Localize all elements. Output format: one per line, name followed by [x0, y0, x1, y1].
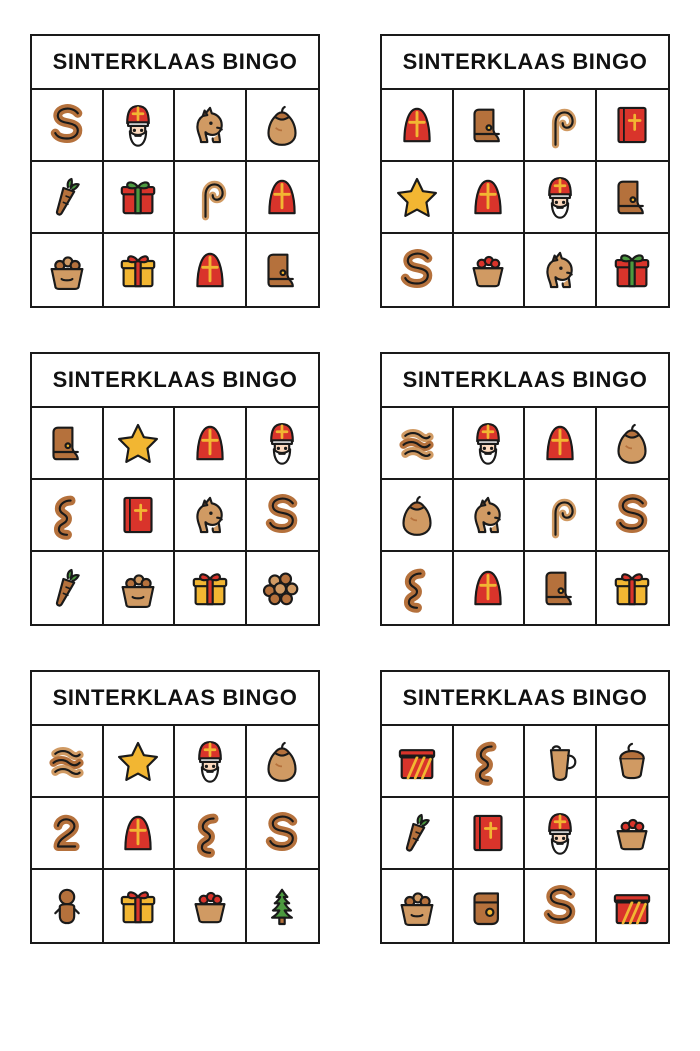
card-title: SINTERKLAAS BINGO — [32, 354, 318, 408]
bingo-cell[interactable] — [104, 90, 176, 162]
chocolate-letter-s-icon — [390, 243, 444, 297]
gift-yellow-ribbon-icon — [183, 561, 237, 615]
carrot-icon — [40, 170, 94, 224]
bingo-cell[interactable] — [382, 870, 454, 942]
bingo-cell[interactable] — [597, 480, 669, 552]
boot-icon — [461, 98, 515, 152]
bingo-cell[interactable] — [525, 870, 597, 942]
bingo-cell[interactable] — [597, 798, 669, 870]
marzipan-bowl-icon — [605, 806, 659, 860]
bingo-cell[interactable] — [175, 552, 247, 624]
bingo-cell[interactable] — [247, 798, 319, 870]
bingo-grid — [32, 90, 318, 306]
bingo-cell[interactable] — [247, 726, 319, 798]
bingo-cell[interactable] — [247, 480, 319, 552]
gift-sack-icon — [255, 734, 309, 788]
bingo-cell[interactable] — [382, 162, 454, 234]
bingo-cell[interactable] — [175, 408, 247, 480]
mug-icon — [533, 734, 587, 788]
bingo-cell[interactable] — [32, 234, 104, 306]
bingo-cell[interactable] — [382, 90, 454, 162]
gift-sack-icon — [605, 416, 659, 470]
boot-icon — [533, 561, 587, 615]
bingo-cell[interactable] — [175, 726, 247, 798]
card-row — [30, 670, 670, 944]
mitre-hat-icon — [111, 806, 165, 860]
bingo-cell[interactable] — [175, 90, 247, 162]
gift-green-ribbon-icon — [605, 243, 659, 297]
bingo-cell[interactable] — [382, 408, 454, 480]
bingo-cell[interactable] — [382, 726, 454, 798]
bingo-cell[interactable] — [247, 162, 319, 234]
bingo-cell[interactable] — [104, 234, 176, 306]
bingo-cell[interactable] — [382, 552, 454, 624]
mitre-hat-icon — [461, 561, 515, 615]
chocolate-letter-s-icon — [605, 488, 659, 542]
bingo-cell[interactable] — [247, 234, 319, 306]
sinterklaas-face-icon — [461, 416, 515, 470]
chocolate-number-2-icon — [40, 806, 94, 860]
boot-icon — [605, 170, 659, 224]
bingo-cell[interactable] — [32, 162, 104, 234]
chocolate-figure-icon — [461, 734, 515, 788]
sinterklaas-face-icon — [533, 170, 587, 224]
bingo-cell[interactable] — [104, 552, 176, 624]
bingo-cell[interactable] — [597, 870, 669, 942]
bingo-cell[interactable] — [454, 480, 526, 552]
bingo-card — [30, 352, 320, 626]
bingo-cell[interactable] — [382, 480, 454, 552]
horse-icon — [461, 488, 515, 542]
mitre-hat-icon — [461, 170, 515, 224]
bingo-card — [380, 670, 670, 944]
bingo-cell[interactable] — [32, 870, 104, 942]
bingo-cell[interactable] — [454, 726, 526, 798]
bingo-cell[interactable] — [175, 798, 247, 870]
gift-red-stripes-icon — [605, 879, 659, 933]
bingo-cell[interactable] — [454, 798, 526, 870]
horse-icon — [183, 98, 237, 152]
bingo-cell[interactable] — [454, 552, 526, 624]
card-row — [30, 34, 670, 308]
crosier-staff-icon — [533, 98, 587, 152]
basket-pepernoten-icon — [40, 243, 94, 297]
book-icon — [111, 488, 165, 542]
bingo-cell[interactable] — [597, 408, 669, 480]
chocolate-figure-icon — [390, 561, 444, 615]
chocolate-letter-s-icon — [40, 98, 94, 152]
gift-yellow-ribbon-icon — [111, 243, 165, 297]
bingo-cell[interactable] — [32, 726, 104, 798]
bingo-cell[interactable] — [104, 408, 176, 480]
bingo-cell[interactable] — [175, 234, 247, 306]
bingo-cell[interactable] — [525, 480, 597, 552]
bingo-cell[interactable] — [597, 234, 669, 306]
bingo-cell[interactable] — [454, 234, 526, 306]
bingo-cell[interactable] — [525, 726, 597, 798]
mitre-hat-icon — [183, 243, 237, 297]
bingo-cell[interactable] — [525, 798, 597, 870]
bingo-cell[interactable] — [247, 90, 319, 162]
bingo-grid — [32, 726, 318, 942]
speculaas-braid-icon — [390, 416, 444, 470]
cup-icon — [605, 734, 659, 788]
bingo-cell[interactable] — [175, 162, 247, 234]
horse-icon — [533, 243, 587, 297]
bingo-cell[interactable] — [597, 552, 669, 624]
bingo-card — [380, 34, 670, 308]
bingo-cell[interactable] — [597, 162, 669, 234]
carrot-icon — [390, 806, 444, 860]
bingo-grid — [32, 408, 318, 624]
boot-icon — [40, 416, 94, 470]
bingo-cell[interactable] — [32, 90, 104, 162]
card-title: SINTERKLAAS BINGO — [382, 672, 668, 726]
bingo-cell[interactable] — [32, 798, 104, 870]
gift-yellow-ribbon-icon — [605, 561, 659, 615]
mitre-hat-icon — [183, 416, 237, 470]
marzipan-bowl-icon — [183, 879, 237, 933]
chocolate-figure-icon — [183, 806, 237, 860]
mitre-hat-icon — [255, 170, 309, 224]
card-title: SINTERKLAAS BINGO — [382, 354, 668, 408]
card-title: SINTERKLAAS BINGO — [382, 36, 668, 90]
bingo-cell[interactable] — [382, 798, 454, 870]
star-icon — [111, 416, 165, 470]
bingo-cell[interactable] — [104, 726, 176, 798]
bingo-cell[interactable] — [247, 870, 319, 942]
bingo-cell[interactable] — [32, 408, 104, 480]
gift-red-stripes-icon — [390, 734, 444, 788]
basket-pepernoten-icon — [111, 561, 165, 615]
bingo-cell[interactable] — [454, 90, 526, 162]
card-row — [30, 352, 670, 626]
bingo-cell[interactable] — [104, 798, 176, 870]
bingo-cell[interactable] — [175, 480, 247, 552]
speculaas-braid-icon — [40, 734, 94, 788]
bingo-cell[interactable] — [525, 408, 597, 480]
gift-sack-icon — [255, 98, 309, 152]
sinterklaas-face-icon — [111, 98, 165, 152]
sinterklaas-face-icon — [255, 416, 309, 470]
bingo-cell[interactable] — [525, 90, 597, 162]
chocolate-coin-pouch-icon — [461, 879, 515, 933]
bingo-grid — [382, 408, 668, 624]
bingo-cell[interactable] — [454, 870, 526, 942]
bingo-cell[interactable] — [454, 162, 526, 234]
boot-icon — [255, 243, 309, 297]
taai-taai-icon — [40, 879, 94, 933]
chocolate-letter-s-icon — [533, 879, 587, 933]
pine-tree-icon — [255, 879, 309, 933]
bingo-cell[interactable] — [382, 234, 454, 306]
bingo-cell[interactable] — [104, 480, 176, 552]
mitre-hat-icon — [390, 98, 444, 152]
star-icon — [390, 170, 444, 224]
bingo-cell[interactable] — [175, 870, 247, 942]
gift-yellow-ribbon-icon — [111, 879, 165, 933]
bingo-cell[interactable] — [525, 552, 597, 624]
bingo-cell[interactable] — [597, 726, 669, 798]
pepernoten-pile-icon — [255, 561, 309, 615]
star-icon — [111, 734, 165, 788]
bingo-cell[interactable] — [104, 870, 176, 942]
bingo-cell[interactable] — [525, 234, 597, 306]
gift-green-ribbon-icon — [111, 170, 165, 224]
mitre-hat-icon — [533, 416, 587, 470]
bingo-grid — [382, 726, 668, 942]
crosier-staff-icon — [183, 170, 237, 224]
bingo-cell[interactable] — [247, 408, 319, 480]
bingo-cell[interactable] — [32, 552, 104, 624]
bingo-cell[interactable] — [454, 408, 526, 480]
bingo-cell[interactable] — [525, 162, 597, 234]
horse-icon — [183, 488, 237, 542]
bingo-grid — [382, 90, 668, 306]
book-icon — [461, 806, 515, 860]
sinterklaas-face-icon — [183, 734, 237, 788]
bingo-cell[interactable] — [32, 480, 104, 552]
book-icon — [605, 98, 659, 152]
bingo-cell[interactable] — [247, 552, 319, 624]
card-title: SINTERKLAAS BINGO — [32, 672, 318, 726]
crosier-staff-icon — [533, 488, 587, 542]
card-title: SINTERKLAAS BINGO — [32, 36, 318, 90]
bingo-card — [30, 34, 320, 308]
chocolate-letter-s-icon — [255, 806, 309, 860]
marzipan-bowl-icon — [461, 243, 515, 297]
sinterklaas-face-icon — [533, 806, 587, 860]
carrot-icon — [40, 561, 94, 615]
bingo-cell[interactable] — [104, 162, 176, 234]
chocolate-figure-icon — [40, 488, 94, 542]
basket-pepernoten-icon — [390, 879, 444, 933]
gift-sack-icon — [390, 488, 444, 542]
bingo-card — [30, 670, 320, 944]
bingo-cell[interactable] — [597, 90, 669, 162]
bingo-card — [380, 352, 670, 626]
chocolate-letter-s-icon — [255, 488, 309, 542]
